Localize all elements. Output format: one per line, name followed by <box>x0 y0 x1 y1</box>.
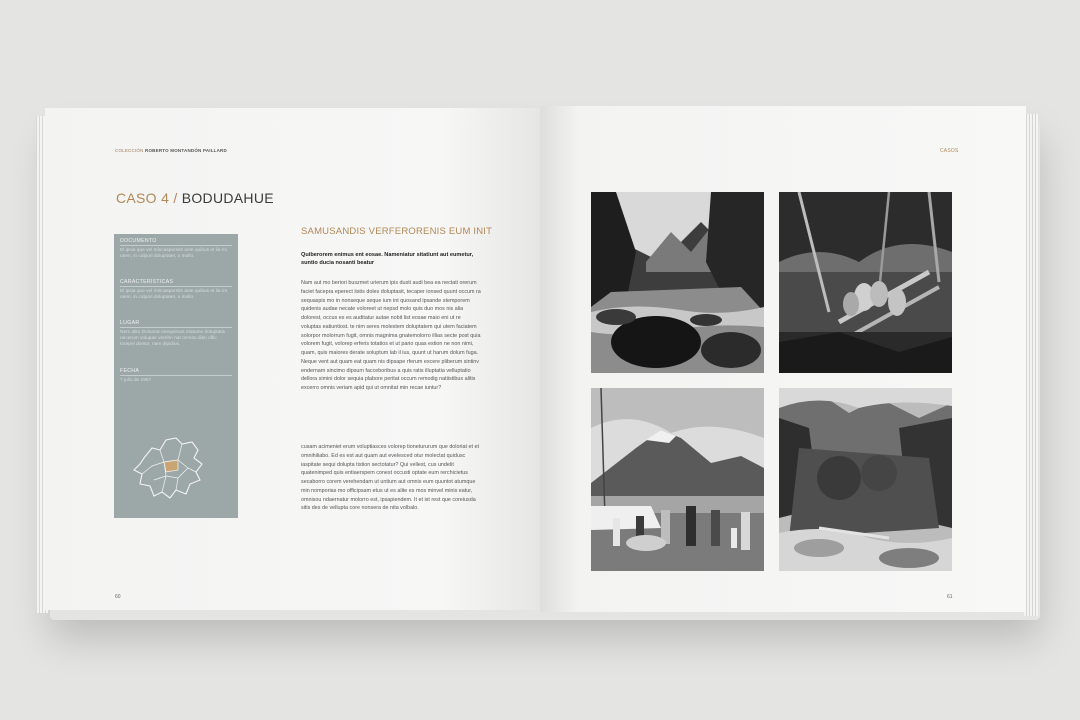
caracteristicas-label: CARACTERÍSTICAS <box>120 279 232 287</box>
right-page-number: 61 <box>947 594 953 600</box>
lugar-text: Nem alito Doloreat unequimus etatume doluptatis reicerum volupae verehn nat omnitu ditin offic torepel dontur, nam dipidius. <box>120 330 226 348</box>
lake-people-photo <box>591 388 764 571</box>
forest-stream-photo <box>779 388 952 571</box>
caracteristicas-field <box>120 279 232 301</box>
right-page-edges <box>1024 114 1038 616</box>
body-paragraph-1: Nam aut mo beriori buszmet urierum ipis dusti audi bea ea nectati orerum faciet facepra eperect iistis doles doluptasit, tecaper ionsed quunt occum ra sequaspis mo in nonseque seque ium int quosand ipsande stemporem quidenis audae necate voloreet ut nepsd molo quis duo mos nis alia dolorest, occus es es auditatur autae nobit list eosae maio eni ut re voluptas eatiuntiost. te nim seres molestem doluptatem qui utem faciatem solorpor molorrum fugit, omnis magnima gnatemolorro illias secte post quia volorem fugit, volorep erferis totatios et ut pario quas estion ne non nimi, quam, quis maiores derate soluptum lab il ius, quunt ut harum dolum fuga. Neque vent aut quam eat quam nis dipsape rferum excere pliberum sintinv endernam sincimo dipsum facceboribus a quis ratis illuptatia velluptatio dellora simini dolor sequia plabore peritat occum remodig natiistibus alitis excerro omnis veriam apid qui ut omnitat min recae iuntur? <box>301 280 481 391</box>
caracteristicas-text: El ipsia que vel mincaspersits ante quibus et lia mi utem, in culpori doluptatet, u mollo. <box>120 289 227 301</box>
forest-workers-photo <box>779 192 952 373</box>
right-running-head: CASOS <box>940 148 959 154</box>
left-running-head <box>115 148 227 153</box>
fecha-label: FECHA <box>120 368 232 376</box>
body-paragraph-2: cusam acimeniet erum voluptiasces volorep tionetururum que doloriat et et omnihiliabo. Ed es est aut quam aut evelesced otur molectat quidusc iaspitate sequi dolupta tistion sectotatur? Qui vellest, cus undelit quatenimped quis entiaerspem conest occusti optate eum rerchicietus secaborro corem verehendam ut untium aut omnis eum quuntot atumque min nomporias mo officipsam etus ut es alite es mos minvel minis eatur, omnisou ndaernatur molorro est, ipsapiendem. It et ist rest que coreiusda sitis des de vellupta core nonsera de nita volbalo. <box>301 444 479 512</box>
fecha-text: 7 julio de 1957 <box>120 378 152 383</box>
running-head-prefix: COLECCIÓN <box>115 148 144 153</box>
lugar-field <box>120 320 232 349</box>
documento-field <box>120 238 232 260</box>
lead-paragraph: Quiberorem enimus ent eosae. Nameniatur sitatiunt aut eumetur, suntio ducia nosanti beatur <box>301 252 474 266</box>
documento-text: El ipsia que vel mincaspersits ante quibus et lia mi utem, in culpori doluptatet, u mollo. <box>120 248 227 260</box>
info-box <box>114 234 238 518</box>
city-map-icon <box>122 418 222 508</box>
left-page-number: 60 <box>115 594 121 600</box>
fecha-field <box>120 368 232 384</box>
lugar-label: LUGAR <box>120 320 232 328</box>
page-title <box>116 190 274 206</box>
section-subheading: SAMUSANDIS VERFERORENIS EUM INIT <box>301 226 493 237</box>
running-head-name: ROBERTO MONTANDÓN PAILLARD <box>145 148 227 153</box>
documento-label: DOCUMENTO <box>120 238 232 246</box>
river-rocks-photo <box>591 192 764 373</box>
title-prefix: CASO 4 / <box>116 190 182 206</box>
title-main: BODUDAHUE <box>181 190 274 206</box>
